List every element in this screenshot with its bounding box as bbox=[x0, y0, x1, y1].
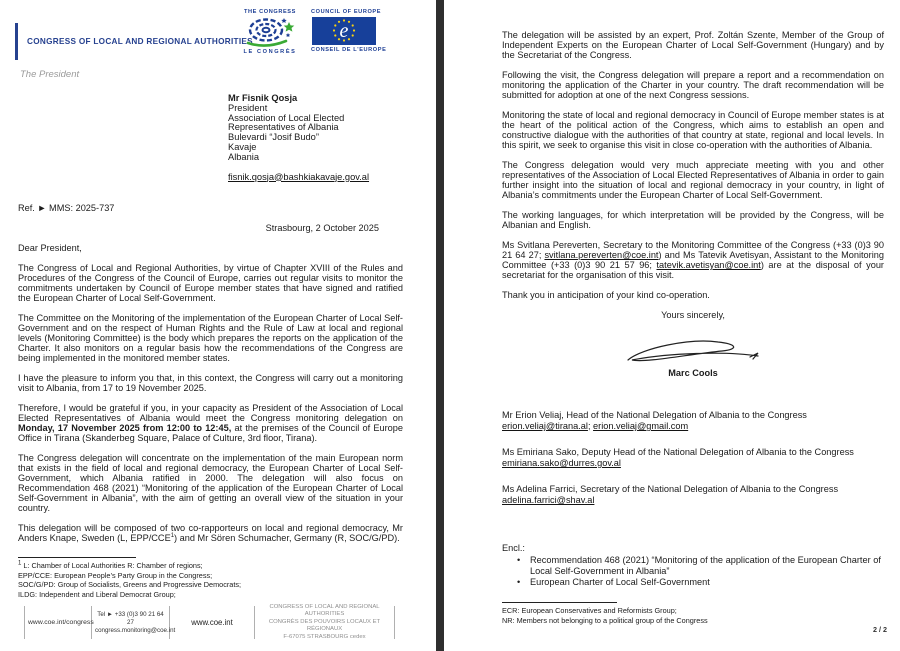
letter-page-2 bbox=[444, 0, 900, 651]
footnote-line: NR: Members not belonging to a political group of the Congress bbox=[502, 615, 708, 625]
cc-person: Ms Emiriana Sako, Deputy Head of the National Delegation of Albania to the Congress bbox=[502, 447, 854, 457]
cc-email-link[interactable]: erion.veliaj@tirana.al bbox=[502, 421, 588, 431]
closing-line: Yours sincerely, bbox=[661, 310, 725, 320]
cc-entry bbox=[502, 447, 884, 468]
signer-name: Marc Cools bbox=[668, 368, 718, 378]
paragraph-contacts bbox=[502, 240, 884, 280]
org-title: CONGRESS OF LOCAL AND REGIONAL AUTHORITIES bbox=[27, 37, 253, 46]
recipient-address-block bbox=[228, 94, 369, 182]
congress-logo-subtitle: LE CONGRÈS bbox=[243, 49, 297, 55]
recipient-line: President bbox=[228, 102, 268, 113]
recipient-line: Representatives of Albania bbox=[228, 122, 339, 133]
footnote-rule bbox=[18, 557, 136, 558]
cc-entry bbox=[502, 484, 884, 505]
footer-email: congress.monitoring@coe.int bbox=[95, 626, 176, 634]
footer-coe-url: www.coe.int bbox=[170, 606, 255, 639]
salutation: Dear President, bbox=[18, 243, 82, 253]
footnotes-page2 bbox=[502, 602, 892, 625]
recipient-line: Association of Local Elected bbox=[228, 112, 345, 123]
congress-logo bbox=[237, 9, 303, 55]
letterhead-footer bbox=[24, 603, 395, 640]
secretary-email-link[interactable]: svitlana.pereverten@coe.int bbox=[544, 250, 659, 260]
recipient-email-link[interactable]: fisnik.qosja@bashkiakavaje.gov.al bbox=[228, 171, 370, 182]
page-number: 2 / 2 bbox=[873, 625, 887, 634]
footnotes-page1 bbox=[18, 557, 408, 599]
cc-email-separator: ; bbox=[587, 421, 594, 431]
signature bbox=[502, 336, 884, 368]
org-header bbox=[15, 23, 253, 60]
paragraph: Monitoring the state of local and regional democracy in Council of Europe member states is at the heart of the political action of the Congress, which aims to establish an open and constructive dialogue with the authorities of that country at state, regional and local levels. In this spirit, we seek to organise this visit in close co-operation with the authorities of Albania. bbox=[502, 110, 884, 150]
footnote-line bbox=[18, 561, 408, 571]
meeting-date-bold: Monday, 17 November 2025 from 12:00 to 12:45, bbox=[18, 423, 232, 433]
footer-congress-url: www.coe.int/congress bbox=[25, 606, 92, 639]
paragraph: The working languages, for which interpretation will be provided by the Congress, will be Albanian and English. bbox=[502, 210, 884, 230]
cc-email-link[interactable]: erion.veliaj@gmail.com bbox=[593, 421, 689, 431]
paragraph: The delegation will be assisted by an expert, Prof. Zoltán Szente, Member of the Group of Independent Experts on the European Charter of Local Self-Government (Hungary) and by the Secretariat of the Congress. bbox=[502, 30, 884, 60]
paragraph: The Committee on the Monitoring of the implementation of the European Charter of Local Self-Government and on the respect of Human Rights and the Rule of Law at local and regional levels (Monitoring Committee) is the body which prepares the reports on the application of the Charter. It also monitors on a regular basis how the recommendations of the Congress are being implemented in the monitored member states. bbox=[18, 313, 403, 363]
paragraph: The Congress delegation will concentrate on the implementation of the main European norm that exists in the field of local and regional democracy, the European Charter of Local Self-Government, which Albania ratified in 2000. The delegation will also focus on Recommendation 468 (2021) “Monitoring of the application of the European Charter of Local Self-Government in Albania”, with the aim of getting an overall view of the situation in your country. bbox=[18, 453, 403, 513]
paragraph: The Congress of Local and Regional Authorities, by virtue of Chapter XVIII of the Rules and Procedures of the Congress of the Council of Europe, carries out regular visits to monitor the commitments undertaken by Council of Europe member states that have signed and ratified the European Charter of Local Self-Government. bbox=[18, 263, 403, 303]
paragraph: I have the pleasure to inform you that, in this context, the Congress will carry out a monitoring visit to Albania, from 17 to 19 November 2025. bbox=[18, 373, 403, 393]
footnote-rule bbox=[502, 602, 617, 603]
date-line: Strasbourg, 2 October 2025 bbox=[265, 223, 379, 233]
congress-logo-title: THE CONGRESS bbox=[244, 9, 296, 15]
recipient-line: Albania bbox=[228, 151, 260, 162]
council-of-europe-logo bbox=[311, 9, 387, 55]
signature-stroke-icon bbox=[618, 336, 768, 368]
paragraph: Following the visit, the Congress delegation will prepare a report and a recommendation on monitoring the application of the Charter in your country. The draft recommendation will be submitted for adoption at one of the next Congress sessions. bbox=[502, 70, 884, 100]
paragraph-text: Therefore, I would be grateful if you, in your capacity as President of the Association of Local Elected Representatives of Albania would meet the Congress monitoring delegation on bbox=[18, 403, 403, 423]
coe-logo-title: COUNCIL OF EUROPE bbox=[311, 9, 382, 15]
congress-spiral-icon bbox=[242, 16, 298, 48]
coe-logo-subtitle: CONSEIL DE L'EUROPE bbox=[311, 47, 387, 53]
recipient-name: Mr Fisnik Qosja bbox=[228, 93, 298, 103]
enclosures-list bbox=[502, 555, 884, 588]
footer-org-address bbox=[255, 603, 394, 640]
footer-org-line: F-67075 STRASBOURG cedex bbox=[283, 633, 366, 640]
cc-email-link[interactable]: adelina.farrici@shav.al bbox=[502, 495, 595, 505]
paragraph-text: ) and Ms Tatevik Avetisyan, Assistant to the Monitoring Committee (+33 (0)3 90 21 57 96; bbox=[502, 250, 884, 270]
paragraph-text: at the premises of the Council of Europe Office in Tirana (Skanderbeg Square, Palace of Culture, 3rd floor, Tirana). bbox=[18, 423, 403, 443]
enclosures-label: Encl.: bbox=[502, 543, 525, 553]
org-header-bar bbox=[15, 23, 18, 60]
footer-org-line: CONGRESS OF LOCAL AND REGIONAL AUTHORITIES bbox=[269, 603, 380, 618]
footnote-line: ILDG: Independent and Liberal Democrat Group; bbox=[18, 589, 176, 599]
footer-org-line: CONGRÈS DES POUVOIRS LOCAUX ET RÉGIONAUX bbox=[268, 618, 381, 633]
assistant-email-link[interactable]: tatevik.avetisyan@coe.int bbox=[656, 260, 761, 270]
cc-entry bbox=[502, 410, 884, 431]
reference-line: Ref. ► MMS: 2025-737 bbox=[18, 203, 115, 213]
paragraph: The Congress delegation would very much appreciate meeting with you and other representatives of the Association of Local Elected Representatives of Albania in order to gain further insight into the situation of local and regional democracy in your country, in light of Albania’s commitments under the European Charter of Local Self-Government. bbox=[502, 160, 884, 200]
cc-person: Ms Adelina Farrici, Secretary of the National Delegation of Albania to the Congress bbox=[502, 484, 839, 494]
page-divider bbox=[436, 0, 444, 651]
cc-person: Mr Erion Veliaj, Head of the National Delegation of Albania to the Congress bbox=[502, 410, 807, 420]
paragraph-text: ) are at the disposal of your secretariat for the organisation of this visit. bbox=[502, 260, 884, 280]
footnote-text: L: Chamber of Local Authorities R: Chamber of regions; bbox=[21, 561, 203, 570]
recipient-line: Kavaje bbox=[228, 141, 257, 152]
enclosure-item: • European Charter of Local Self-Government bbox=[530, 577, 884, 588]
paragraph-text: This delegation will be composed of two co-rapporteurs on local and regional democracy, Mr Anders Knape, Sweden (L, EPP/CCE bbox=[18, 523, 403, 543]
paragraph-meeting bbox=[18, 403, 403, 443]
enclosure-item: • Recommendation 468 (2021) “Monitoring of the application of the European Charter of Local Self-Government in Albania” bbox=[530, 555, 884, 576]
paragraph-delegation bbox=[18, 523, 403, 543]
footer-phone: Tel ► +33 (0)3 90 21 64 27 bbox=[97, 610, 164, 626]
coe-flag-icon bbox=[312, 17, 376, 45]
footnote-marker: 1 bbox=[170, 532, 175, 539]
cc-email-link[interactable]: emiriana.sako@durres.gov.al bbox=[502, 458, 621, 468]
logos bbox=[237, 9, 387, 55]
letter-page-1 bbox=[0, 0, 436, 651]
recipient-line: Bulevardi “Josif Budo” bbox=[228, 132, 319, 143]
coe-logo-letter: e bbox=[339, 20, 349, 42]
footnote-marker: 1 bbox=[18, 560, 22, 567]
footer-contact bbox=[92, 606, 176, 639]
paragraph-text: Ms Svitlana Pereverten, Secretary to the Monitoring Committee of the Congress (+33 (0)3 90 21 64 27; bbox=[502, 240, 884, 260]
footnote-line: EPP/CCE: European People’s Party Group in the Congress; bbox=[18, 570, 213, 580]
footnote-line: SOC/G/PD: Group of Socialists, Greens and Progressive Democrats; bbox=[18, 580, 242, 590]
sender-role: The President bbox=[20, 69, 80, 80]
paragraph-text: ) and Mr Sören Schumacher, Germany (R, SOC/G/PD). bbox=[174, 533, 400, 543]
footnote-line: ECR: European Conservatives and Reformists Group; bbox=[502, 606, 677, 615]
paragraph-thanks: Thank you in anticipation of your kind co-operation. bbox=[502, 290, 710, 300]
